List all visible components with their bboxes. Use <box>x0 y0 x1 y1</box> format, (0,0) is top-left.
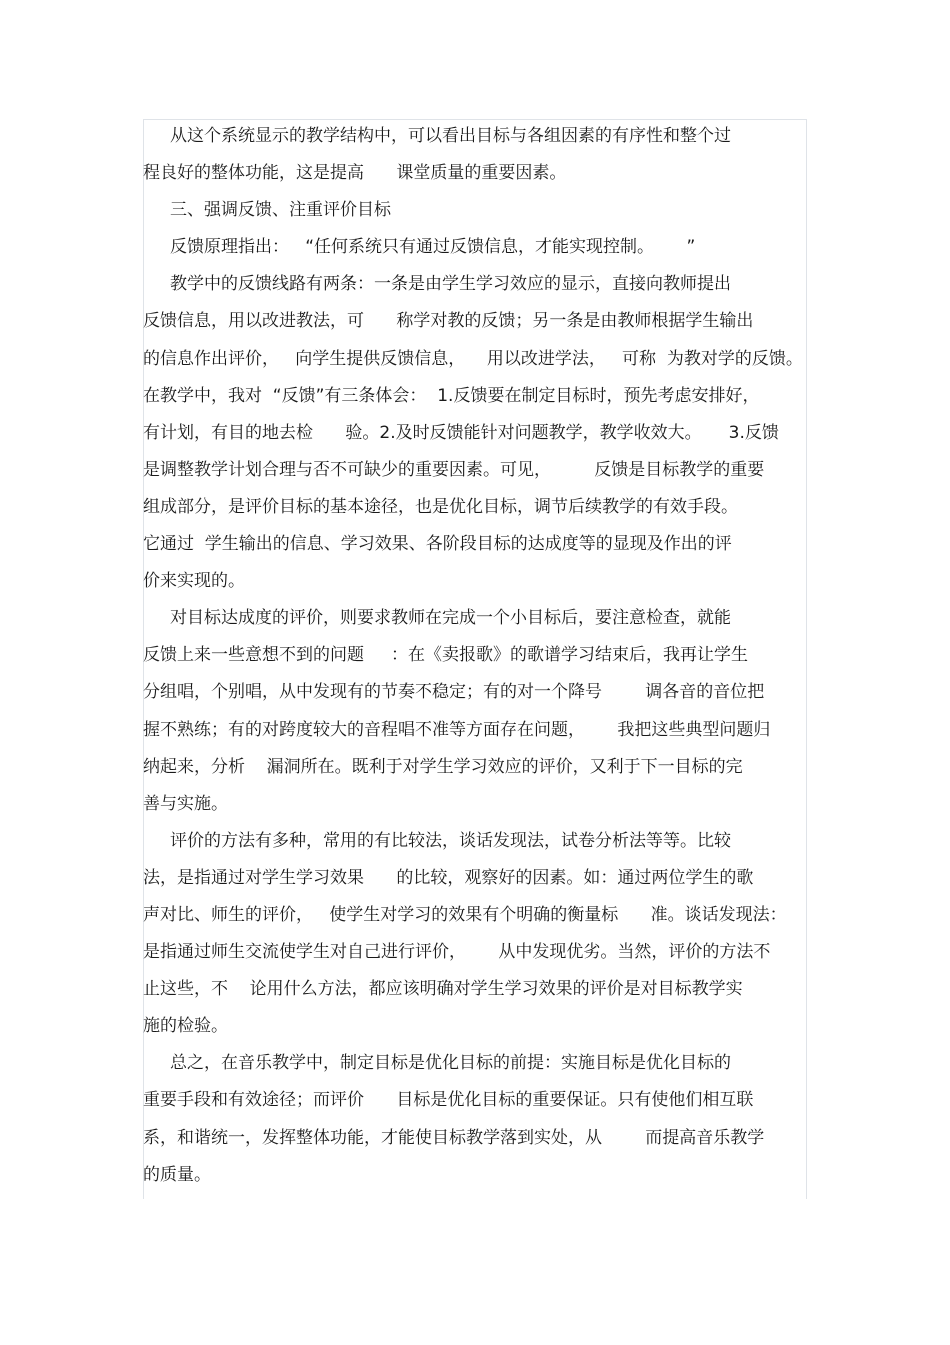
text-line: 纳起来，分析 漏洞所在。既利于对学生学习效应的评价，又利于下一目标的完 <box>143 756 743 777</box>
text-line: 声对比、师生的评价， 使学生对学习的效果有个明确的衡量标 准。谈话发现法： <box>143 904 787 925</box>
text-line: 教学中的反馈线路有两条：一条是由学生学习效应的显示，直接向教师提出 <box>170 274 731 295</box>
text-line: 系，和谐统一，发挥整体功能，才能使目标教学落到实处，从 而提高音乐教学 <box>143 1127 765 1148</box>
text-line: 组成部分，是评价目标的基本途径，也是优化目标，调节后续教学的有效手段。 <box>143 496 738 517</box>
text-line: 在教学中，我对 “反馈”有三条体会： 1.反馈要在制定目标时，预先考虑安排好， <box>143 385 760 406</box>
text-line: 的信息作出评价， 向学生提供反馈信息， 用以改进学法， 可称 为教对学的反馈。 <box>143 348 803 369</box>
text-line: 反馈原理指出： “任何系统只有通过反馈信息，才能实现控制。 ” <box>170 237 696 258</box>
text-line: 施的检验。 <box>143 1016 228 1037</box>
text-line: 评价的方法有多种，常用的有比较法，谈话发现法，试卷分析法等等。比较 <box>170 830 731 851</box>
text-line: 从这个系统显示的教学结构中，可以看出目标与各组因素的有序性和整个过 <box>170 126 731 146</box>
text-line: 分组唱，个别唱，从中发现有的节奏不稳定；有的对一个降号 调各音的音位把 <box>143 682 765 703</box>
text-line: 反馈上来一些意想不到的问题 ：在《卖报歌》的歌谱学习结束后，我再让学生 <box>143 645 749 666</box>
text-line: 是调整教学计划合理与否不可缺少的重要因素。可见， 反馈是目标教学的重要 <box>143 459 765 480</box>
text-line: 止这些，不 论用什么方法，都应该明确对学生学习效果的评价是对目标教学实 <box>143 979 743 1000</box>
text-line: 握不熟练；有的对跨度较大的音程唱不准等方面存在问题， 我把这些典型问题归 <box>143 719 771 740</box>
text-line: 它通过 学生输出的信息、学习效果、各阶段目标的达成度等的显现及作出的评 <box>143 534 732 555</box>
text-line: 总之，在音乐教学中，制定目标是优化目标的前提：实施目标是优化目标的 <box>170 1053 731 1074</box>
text-line: 法，是指通过对学生学习效果 的比较，观察好的因素。如：通过两位学生的歌 <box>143 867 754 888</box>
text-line: 重要手段和有效途径；而评价 目标是优化目标的重要保证。只有使他们相互联 <box>143 1090 754 1111</box>
text-line: 是指通过师生交流使学生对自己进行评价， 从中发现优劣。当然，评价的方法不 <box>143 942 771 963</box>
text-line: 的质量。 <box>143 1164 211 1185</box>
section-heading: 三、强调反馈、注重评价目标 <box>170 200 391 221</box>
text-line: 价来实现的。 <box>143 571 245 592</box>
document-body <box>143 118 808 1194</box>
text-line: 反馈信息，用以改进教法，可 称学对教的反馈；另一条是由教师根据学生输出 <box>143 311 754 332</box>
text-line: 对目标达成度的评价，则要求教师在完成一个小目标后，要注意检查，就能 <box>170 608 731 629</box>
text-line: 有计划，有目的地去检 验。2.及时反馈能针对问题教学，教学收效大。 3.反馈 <box>143 422 779 443</box>
text-line: 程良好的整体功能，这是提高 课堂质量的重要因素。 <box>143 163 567 184</box>
text-line: 善与实施。 <box>143 793 228 814</box>
